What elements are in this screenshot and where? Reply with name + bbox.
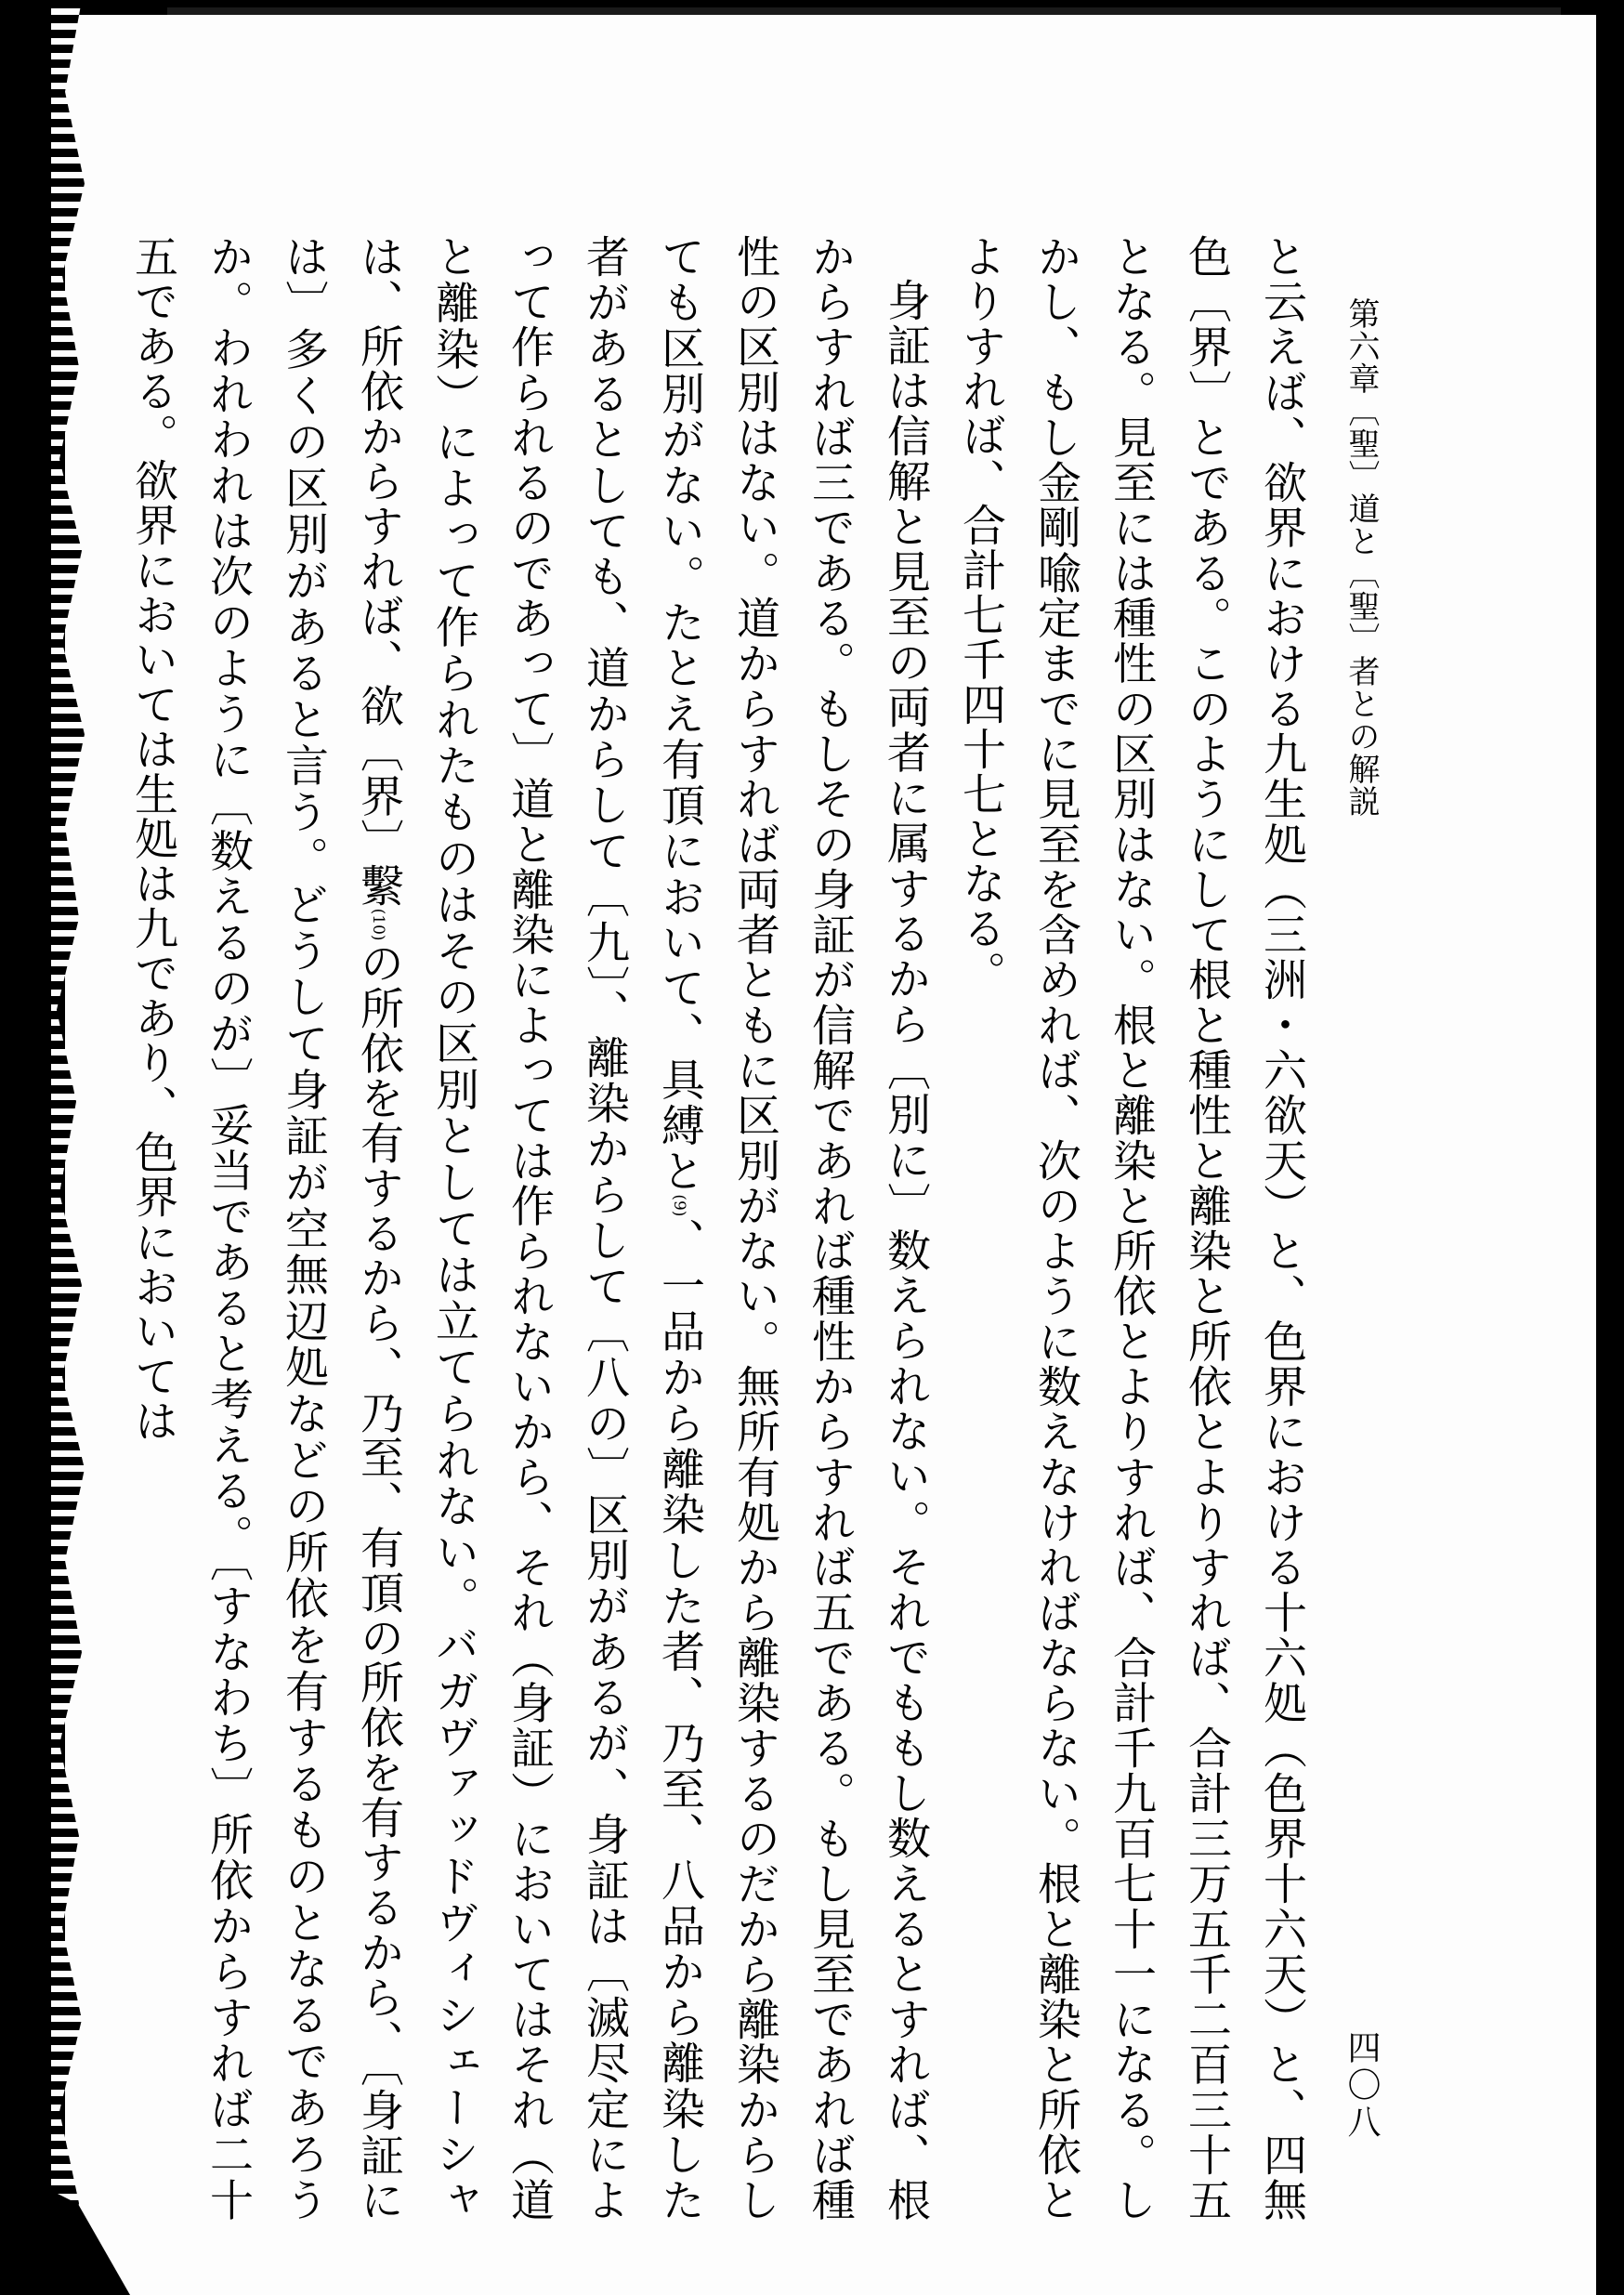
scan-border-left-jagged	[51, 0, 107, 2295]
scan-border-top-inner	[167, 7, 1561, 15]
note-reference-10[interactable]: (10)	[369, 908, 387, 941]
scan-border-right	[1596, 0, 1624, 2295]
running-header: 第六章〔聖〕道と〔聖〕者との解説	[1342, 297, 1380, 818]
body-text	[127, 234, 1319, 2223]
page-number: 四〇八	[1342, 2030, 1381, 2142]
paragraph-1: と云えば、欲界における九生処（三洲・六欲天）と、色界における十六処（色界十六天）と、四無色〔界〕とである。このようにして根と種性と離染と所依とよりすれば、合計三万五千二百三十五となる。見至には種性の区別はない。根と離染と所依とよりすれば、合計千九百七十一になる。しかし、もし金剛喩定までに見至を含めれば、次のように数えなければならない。根と離染と所依とよりすれば、合計七千四十七となる。	[955, 234, 1307, 2223]
paragraph-2-part-3: の所依を有するから、乃至、有頂の所依を有するから、〔身証には〕多くの区別があると言う。どうして身証が空無辺処などの所依を有するものとなるであろうか。われわれは次のように〔数えるのが〕妥当であると考える。〔すなわち〕所依からすれば二十五である。欲界においては生処は九であり、色界においては	[127, 234, 404, 2223]
paragraph-2-part-2: 、一品から離染した者、乃至、八品から離染した者があるとしても、道からして〔九〕、離染からして〔八の〕区別があるが、身証は〔滅尽定によって作られるのであって〕道と離染によっては作られないから、それ（身証）においてはそれ（道と離染）によって作られたものはその区別としては立てられない。バガヴァッドヴィシェーシャは、所依からすれば、欲〔界〕繫	[353, 234, 705, 2223]
paragraph-2	[115, 234, 943, 2223]
paragraph-2-part-1: 身証は信解と見至の両者に属するから〔別に〕数えられない。それでももし数えるとすれば、根からすれば三である。もしその身証が信解であれば種性からすれば五である。もし見至であれば種性の区別はない。道からすれば両者ともに区別がない。無所有処から離染するのだから離染からしても区別がない。たとえ有頂において、具縛と	[654, 234, 931, 2223]
note-reference-9[interactable]: (9)	[670, 1194, 688, 1217]
